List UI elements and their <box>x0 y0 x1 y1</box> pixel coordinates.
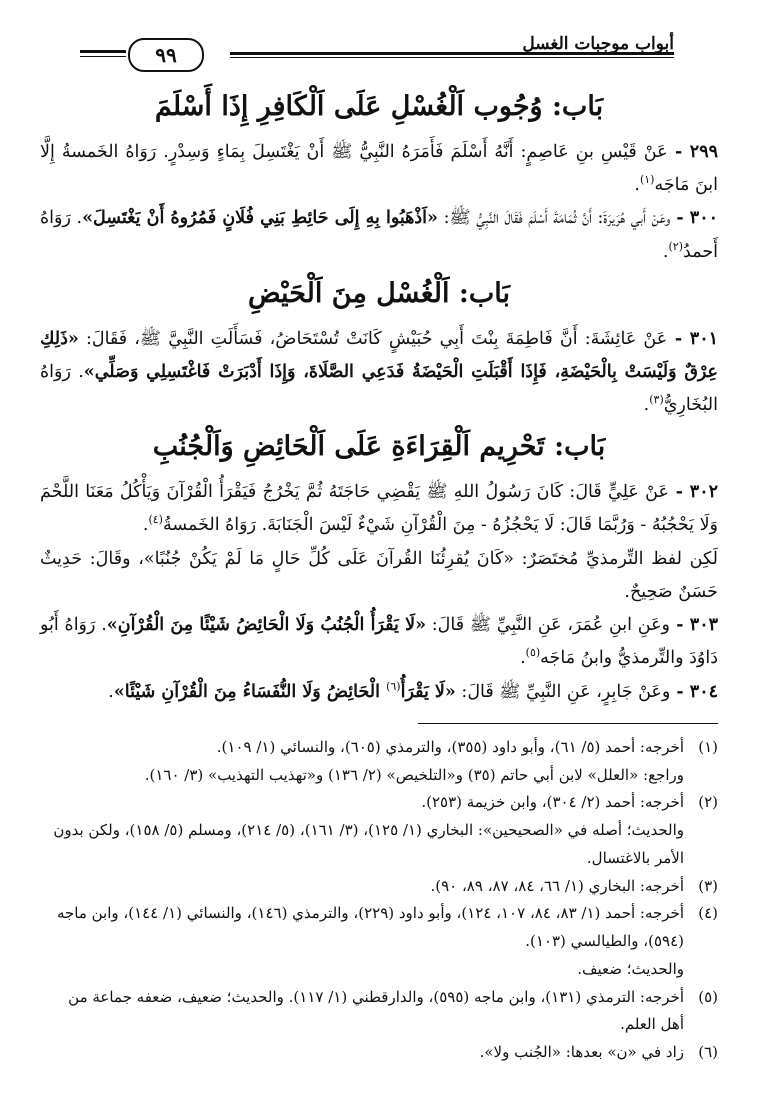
footnote-line: وراجع: «العلل» لابن أبي حاتم (٣٥) و«التلخيص» (٢/ ١٣٦) و«تهذيب التهذيب» (٣/ ١٦٠). <box>144 765 684 784</box>
page-header <box>40 0 718 68</box>
hadith-paragraph <box>40 543 718 610</box>
footnote <box>40 734 718 790</box>
section-title: بَاب: وُجُوب اَلْغُسْلِ عَلَى اَلْكَافِرِ إِذَا أَسْلَمَ <box>154 91 604 122</box>
hadith-number: ٣٠٣ - <box>669 615 718 636</box>
hadith-text: عَنْ عَلِيٍّ قَالَ: كَانَ رَسُولُ اللهِ ﷺ يَقْضِي حَاجَتَهُ ثُمَّ يَخْرُجُ فَيَقْرَأُ الْقُرْآنَ وَيَأْكُلُ مَعَنَا اللَّحْمَ وَلَا يَحْجُبُهُ - وَرُبَّمَا قَالَ: لَا يَحْجُزُهُ - مِنَ الْقُرْآنِ شَيْءٌ لَيْسَ الْجَنَابَةَ. رَوَاهُ الخَمسةُ <box>40 482 718 536</box>
hadith-paragraph <box>40 136 718 203</box>
hadith-number: ٣٠٤ - <box>670 681 718 702</box>
footnote <box>40 1039 718 1067</box>
footnote-number: (٥) <box>698 987 718 1006</box>
header-rule-left-thin <box>80 56 126 57</box>
footnote-ref: (٣) <box>649 393 664 407</box>
hadith-text: وعَنْ أَبي هُرَيرَةَ: أَنَّ ثُمَامَةَ أَسْلَمَ فَقَالَ النَّبِيُّ ﷺ: <box>437 208 671 229</box>
hadith-number: ٢٩٩ - <box>667 141 718 162</box>
hadith-text: وعَنِ ابنِ عُمَرَ، عَنِ النَّبِيِّ ﷺ قَالَ: <box>426 615 670 636</box>
footnote <box>40 984 718 1040</box>
footnote-number: (٣) <box>698 876 718 895</box>
hadith-number: ٣٠٠ - <box>670 208 718 229</box>
hadith-after: . <box>108 681 114 702</box>
hadith-after: . رَوَاهُ البُخَارِيُّ <box>40 361 718 416</box>
footnote-number: (٢) <box>698 793 718 812</box>
footnote-line: أخرجه: البخاري (١/ ٦٦، ٨٤، ٨٧، ٨٩، ٩٠). <box>430 876 684 895</box>
hadith-after: . رَوَاهُ أَبُو دَاوُدَ والتِّرمذيُّ وابنُ مَاجَه <box>40 615 718 669</box>
footnote-line: أخرجه: أحمد (٢/ ٣٠٤)، وابن خزيمة (٢٥٣). <box>421 793 684 812</box>
prophetic-saying: «ذَلِكِ عِرْقٌ وَلَيْسَتْ بِالْحَيْضَةِ، فَإِذَا أَقْبَلَتِ الْحَيْضَةُ فَدَعِي الصَّلَاةَ، وَإِذَا أَدْبَرَتْ فَاغْتَسِلِي وَصَلِّي» <box>40 328 719 382</box>
hadith-paragraph <box>40 323 718 423</box>
footnote-line: أخرجه: أحمد (١/ ٨٣، ٨٤، ١٠٧، ١٢٤)، وأبو داود (٢٢٩)، والترمذي (١٤٦)، والنسائي (١/ ١٤٤)، وابن ماجه (٥٩٤)، والطيالسي (١٠٣). <box>56 904 684 951</box>
hadith-tail: . <box>520 648 526 669</box>
footnotes <box>40 734 718 1067</box>
hadith-tail: . <box>643 395 650 416</box>
hadith-text: عَنْ عَائِشَةَ: أَنَّ فَاطِمَةَ بِنْتَ أَبِي حُبَيْشٍ كَانَتْ تُسْتَحَاضُ، فَسَأَلَتِ النَّبِيَّ ﷺ، فَقَالَ: <box>78 328 668 349</box>
hadith-after: . <box>142 515 149 536</box>
section-title: بَاب: اَلْغُسْل مِنَ اَلْحَيْضِ <box>247 277 510 309</box>
footnote-ref: (٦) <box>386 679 401 693</box>
header-rule-left <box>80 50 126 53</box>
footnote-ref: (٢) <box>668 239 684 253</box>
header-rule-thin <box>230 57 674 58</box>
hadith-text: عَنْ قَيْسِ بنِ عَاصِمٍ: أَنَّهُ أَسْلَمَ فَأَمَرَهُ النَّبِيُّ ﷺ أَنْ يَغْتَسِلَ بِمَاءٍ وَسِدْرٍ. رَوَاهُ الخَمسةُ إِلَّا ابنَ مَاجَه <box>40 141 718 196</box>
footnote-number: (٤) <box>698 904 718 923</box>
footnote-line: أخرجه: الترمذي (١٣١)، وابن ماجه (٥٩٥)، والدارقطني (١/ ١١٧). والحديث؛ ضعيف، ضعفه جماعة من أهل العلم. <box>68 987 684 1034</box>
running-title: أبواب موجبات الغسل <box>522 34 674 54</box>
footnote <box>40 789 718 872</box>
footnote-line: والحديث؛ ضعيف. <box>577 959 684 978</box>
hadith-number: ٣٠١ - <box>667 328 718 349</box>
hadith-paragraph <box>40 476 718 543</box>
hadith-paragraph <box>40 609 718 676</box>
header-rule <box>230 52 674 55</box>
prophetic-saying: «لَا يَقْرَأُ الْجُنُبُ وَلَا الْحَائِضُ شَيْئًا مِنَ الْقُرْآنِ» <box>106 615 427 636</box>
section-title: بَاب: تَحْرِيم اَلْقِرَاءَةِ عَلَى اَلْحَائِضِ وَاَلْجُنُبِ <box>152 431 606 463</box>
hadith-paragraph <box>40 202 718 269</box>
hadith-after: . رَوَاهُ أَحمدُ <box>40 208 718 262</box>
prophetic-saying-cont: الْحَائِضُ وَلَا النُّفَسَاءُ مِنَ الْقُرْآنِ شَيْئًا» <box>113 681 387 702</box>
footnote-number: (٦) <box>698 1043 718 1062</box>
footnote-number: (١) <box>698 737 718 756</box>
prophetic-saying: «اَذْهَبُوا بِهِ إِلَى حَائِطِ بَنِي فُلَانٍ فَمُرُوهُ أَنْ يَغْتَسِلَ» <box>82 208 438 229</box>
prophetic-saying: «لَا يَقْرَأُ <box>400 681 456 702</box>
footnote <box>40 873 718 901</box>
footnote-ref: (٤) <box>148 513 163 527</box>
footnote-ref: (٥) <box>525 646 541 660</box>
footnote-line: زاد في «ن» بعدها: «الجُنب ولا». <box>479 1043 684 1062</box>
hadith-paragraph <box>40 676 718 709</box>
footnote-separator <box>418 723 718 724</box>
hadith-after: . <box>634 175 640 196</box>
hadith-text: لَكِن لفظ التِّرمذيِّ مُختَصَرٌ: «كَانَ يُقرِئُنَا القُرآنَ عَلَى كُلِّ حَالٍ مَا لَمْ يَكُنْ جُنُبًا»، وقَالَ: حَدِيثٌ حَسَنٌ صَحِيحٌ. <box>40 548 718 602</box>
footnote-ref: (١) <box>639 173 655 187</box>
hadith-text: وعَنْ جَابِرٍ، عَنِ النَّبِيِّ ﷺ قَالَ: <box>455 681 671 702</box>
footnote <box>40 900 718 983</box>
page-number: ٩٩ <box>128 38 204 72</box>
footnote-line: والحديث؛ أصله في «الصحيحين»: البخاري (١/ ١٢٥)، (٣/ ١٦١)، (٥/ ٢١٤)، ومسلم (٥/ ١٥٨)، ولكن بدون الأمر بالاغتسال. <box>53 821 684 867</box>
footnote-line: أخرجه: أحمد (٥/ ٦١)، وأبو داود (٣٥٥)، والترمذي (٦٠٥)، والنسائي (١/ ١٠٩). <box>216 737 684 756</box>
hadith-tail: . <box>662 241 669 262</box>
hadith-number: ٣٠٢ - <box>668 482 718 503</box>
